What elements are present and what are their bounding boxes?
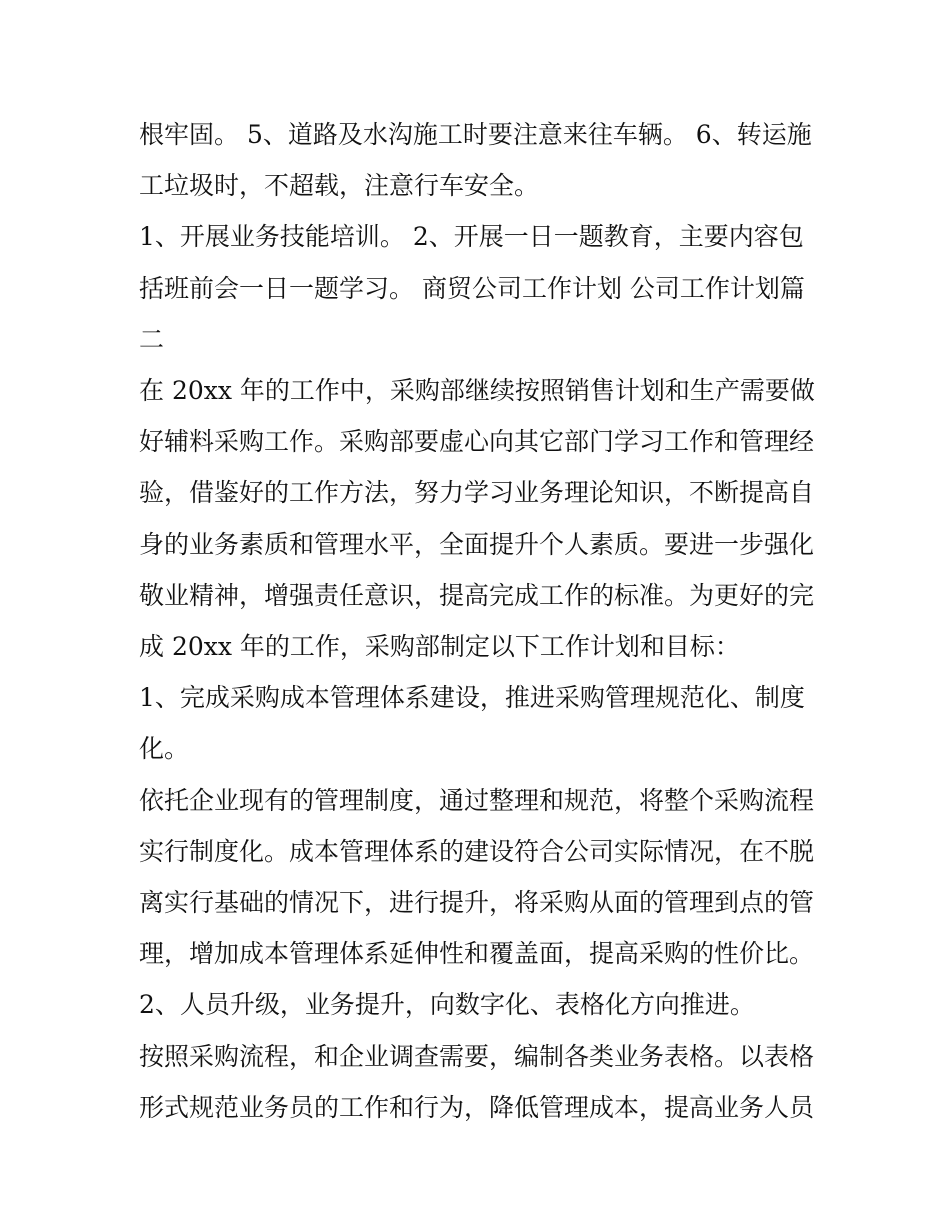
- text-line: 成 20xx 年的工作，采购部制定以下工作计划和目标：: [139, 632, 740, 662]
- text-line: 按照采购流程，和企业调查需要，编制各类业务表格。以表格: [139, 1041, 815, 1071]
- text-line: 理，增加成本管理体系延伸性和覆盖面，提高采购的性价比。: [139, 939, 815, 969]
- text-line: 二: [139, 324, 165, 354]
- text-line: 工垃圾时，不超载，注意行车安全。: [139, 171, 540, 201]
- text-line: 敬业精神，增强责任意识，提高完成工作的标准。为更好的完: [139, 580, 815, 610]
- text-line: 依托企业现有的管理制度，通过整理和规范，将整个采购流程: [139, 785, 815, 815]
- text-line: 2、人员升级，业务提升，向数字化、表格化方向推进。: [139, 990, 755, 1020]
- text-line: 化。: [139, 734, 190, 764]
- text-line: 1、完成采购成本管理体系建设，推进采购管理规范化、制度: [139, 683, 805, 713]
- text-line: 形式规范业务员的工作和行为，降低管理成本，提高业务人员: [139, 1092, 815, 1122]
- text-line: 身的业务素质和管理水平，全面提升个人素质。要进一步强化: [139, 529, 815, 559]
- text-line: 在 20xx 年的工作中，采购部继续按照销售计划和生产需要做: [139, 376, 815, 406]
- document-body: [139, 109, 829, 1133]
- text-line: 验，借鉴好的工作方法，努力学习业务理论知识，不断提高自: [139, 478, 815, 508]
- text-line: 好辅料采购工作。采购部要虚心向其它部门学习工作和管理经: [139, 427, 815, 457]
- text-line: 1、开展业务技能培训。 2、开展一日一题教育，主要内容包: [139, 222, 804, 252]
- text-line: 离实行基础的情况下，进行提升，将采购从面的管理到点的管: [139, 888, 815, 918]
- text-line: 实行制度化。成本管理体系的建设符合公司实际情况，在不脱: [139, 836, 815, 866]
- text-line: 根牢固。 5、道路及水沟施工时要注意来往车辆。 6、转运施: [139, 120, 812, 149]
- text-line: 括班前会一日一题学习。 商贸公司工作计划 公司工作计划篇: [139, 273, 805, 303]
